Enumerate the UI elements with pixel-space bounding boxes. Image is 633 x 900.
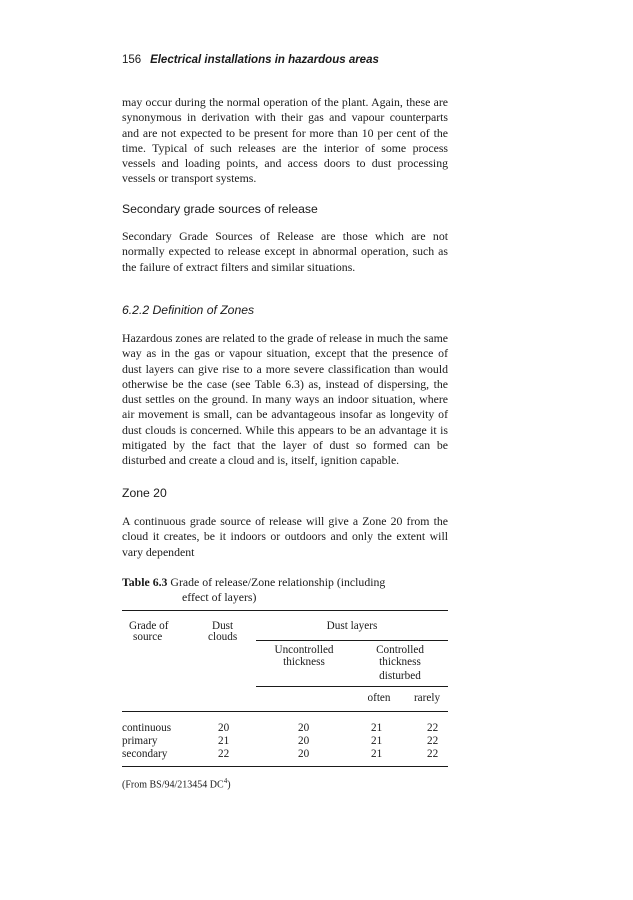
table-source-note xyxy=(122,777,231,790)
table-row-secondary-uncontrolled: 20 xyxy=(298,748,310,760)
table-bottom-rule xyxy=(122,766,448,767)
source-note-reference: 4 xyxy=(223,777,228,785)
paragraph-hazardous-zones: Hazardous zones are related to the grade of release in much the same way as in the gas or vapour situation, except that the presence of dust layers can give rise to a more severe classification than would otherwise be the case (see Table 6.3) as, instead of dispersing, the dust settles on the ground. In many ways an indoor situation, where air movement is small, can be advantageous insofar as longevity of dust clouds is concerned. While this appears to be an advantage it is mitigated by the fact that the layer of dust so formed can be disturbed and create a cloud and is, itself, ignition capable. xyxy=(122,331,448,468)
paragraph-primary-grade: may occur during the normal operation of the plant. Again, these are synonymous in derivation with their gas and vapour counterparts and are not expected to be present for more than 10 per cent of the time. Typical of such releases are the interior of some process vessels and loading points, and access doors to dust processing vessels or transport systems. xyxy=(122,95,448,186)
heading-definition-of-zones: 6.2.2 Definition of Zones xyxy=(122,303,255,317)
source-note-close: ) xyxy=(227,779,231,791)
header-often: often xyxy=(367,692,391,704)
table-row-primary-uncontrolled: 20 xyxy=(298,735,310,747)
header-controlled-line1: Controlled xyxy=(376,644,424,656)
dust-layers-rule xyxy=(256,640,448,641)
table-row-secondary-clouds: 22 xyxy=(218,748,230,760)
table-row-secondary-grade: secondary xyxy=(122,748,168,760)
table-row-continuous-clouds: 20 xyxy=(218,722,230,734)
table-row-continuous-uncontrolled: 20 xyxy=(298,722,310,734)
table-row-primary-clouds: 21 xyxy=(218,735,230,747)
running-header xyxy=(122,54,379,66)
zone-relationship-table xyxy=(122,610,448,770)
running-title: Electrical installations in hazardous areas xyxy=(150,54,379,66)
table-row-secondary-often: 21 xyxy=(371,748,383,760)
table-row-continuous-grade: continuous xyxy=(122,722,172,734)
heading-secondary-grade: Secondary grade sources of release xyxy=(122,202,318,216)
table-top-rule xyxy=(122,610,448,611)
table-row-primary-often: 21 xyxy=(371,735,383,747)
table-row-primary-rarely: 22 xyxy=(427,735,439,747)
table-row-secondary-rarely: 22 xyxy=(427,748,439,760)
header-dust-clouds-line1: Dust xyxy=(212,620,234,632)
header-grade-line2: source xyxy=(133,631,163,643)
table-row-continuous-rarely: 22 xyxy=(427,722,439,734)
header-grade-line1: Grade of xyxy=(129,620,169,632)
table-label: Table 6.3 xyxy=(122,575,168,589)
table-caption-line1: Grade of release/Zone relationship (including xyxy=(170,575,386,589)
header-uncontrolled-line2: thickness xyxy=(283,656,325,668)
table-row-primary-grade: primary xyxy=(122,735,158,747)
header-dust-layers: Dust layers xyxy=(326,620,378,632)
source-note-text: (From BS/94/213454 DC xyxy=(122,779,224,791)
header-bottom-rule xyxy=(122,711,448,712)
page-number: 156 xyxy=(122,54,142,66)
table-caption xyxy=(122,575,452,605)
paragraph-secondary-grade: Secondary Grade Sources of Release are those which are not normally expected to release except in abnormal operation, such as the failure of extract filters and similar situations. xyxy=(122,229,448,274)
paragraph-zone-20: A continuous grade source of release will give a Zone 20 from the cloud it creates, be it indoors or outdoors and only the extent will vary dependent xyxy=(122,514,448,559)
header-dust-clouds-line2: clouds xyxy=(208,631,238,643)
heading-zone-20: Zone 20 xyxy=(122,486,167,500)
header-rarely: rarely xyxy=(413,692,441,704)
table-caption-line2: effect of layers) xyxy=(182,590,257,604)
header-controlled-line2: thickness xyxy=(379,656,421,668)
header-uncontrolled-line1: Uncontrolled xyxy=(274,644,334,656)
controlled-subheader-rule xyxy=(256,686,448,687)
header-controlled-line3: disturbed xyxy=(379,670,421,682)
table-row-continuous-often: 21 xyxy=(371,722,383,734)
